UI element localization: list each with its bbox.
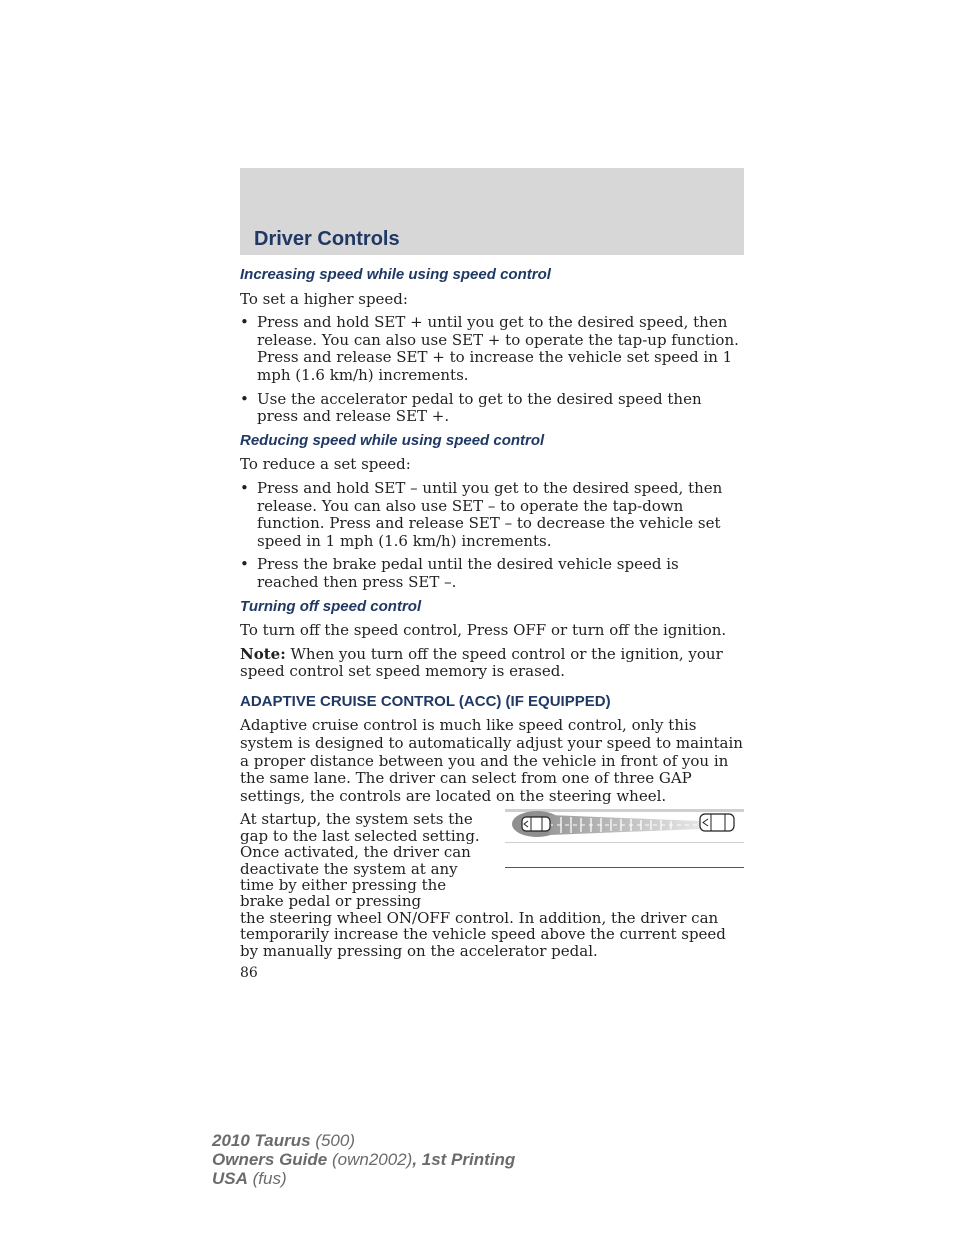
note-label: Note: — [240, 644, 286, 663]
heading-reducing-speed: Reducing speed while using speed control — [240, 431, 545, 449]
acc-gap-diagram-icon — [505, 809, 744, 868]
page-number: 86 — [240, 965, 258, 982]
bullet-icon: • — [240, 478, 249, 497]
heading-turning-off: Turning off speed control — [240, 597, 422, 615]
acc-paragraph-2-start: At startup, the system sets the gap to the last selected setting. Once activated, the driver can deactivate the system at any time by either pressing the brake pedal or pressing — [240, 810, 480, 911]
section-header-band — [240, 168, 744, 255]
page-content — [240, 266, 744, 982]
list-item: • Press and hold SET – until you get to the desired speed, then release. You can also use SET – to operate the tap-down function. Press and release SET – to decrease the vehicle set speed in 1 mph (1.6 km/h) increments. — [240, 478, 723, 550]
heading-adaptive-cruise: ADAPTIVE CRUISE CONTROL (ACC) (IF EQUIPPED) — [240, 692, 611, 710]
section-title: Driver Controls — [254, 228, 400, 250]
turn-off-text: To turn off the speed control, Press OFF or turn off the ignition. — [240, 621, 727, 640]
document-footer — [212, 1131, 515, 1188]
increase-list — [240, 314, 744, 426]
list-item: • Use the accelerator pedal to get to the desired speed then press and release SET +. — [240, 389, 702, 426]
note-paragraph — [240, 646, 744, 681]
acc-figure-block — [240, 811, 744, 909]
list-item: • Press and hold SET + until you get to the desired speed, then release. You can also use SET + to operate the tap-up function. Press and release SET + to increase the vehicle set speed in 1 mph (1.6 km/h) increments. — [240, 313, 739, 384]
heading-increasing-speed: Increasing speed while using speed control — [240, 266, 551, 283]
list-item: • Press the brake pedal until the desired vehicle speed is reached then press SET –. — [240, 555, 679, 591]
reduce-intro: To reduce a set speed: — [240, 455, 411, 474]
acc-paragraph-1: Adaptive cruise control is much like speed control, only this system is designed to automatically adjust your speed to maintain a proper distance between you and the vehicle in front of you in the same lane. The driver can select from one of three GAP settings, the controls are located on the steering wheel. — [240, 716, 743, 805]
note-text: When you turn off the speed control or the ignition, your speed control set speed memory is erased. — [240, 644, 723, 681]
bullet-icon: • — [240, 313, 249, 332]
footer-line-2: Owners Guide (own2002), 1st Printing — [212, 1150, 516, 1169]
bullet-icon: • — [240, 389, 249, 408]
footer-line-3: USA (fus) — [212, 1169, 287, 1188]
increase-intro: To set a higher speed: — [240, 289, 408, 308]
acc-paragraph-2-end: the steering wheel ON/OFF control. In addition, the driver can temporarily increase the vehicle speed above the current speed by manually pressing on the accelerator pedal. — [240, 908, 726, 960]
footer-line-1: 2010 Taurus (500) — [212, 1131, 356, 1150]
reduce-list — [240, 480, 744, 592]
bullet-icon: • — [240, 555, 249, 574]
